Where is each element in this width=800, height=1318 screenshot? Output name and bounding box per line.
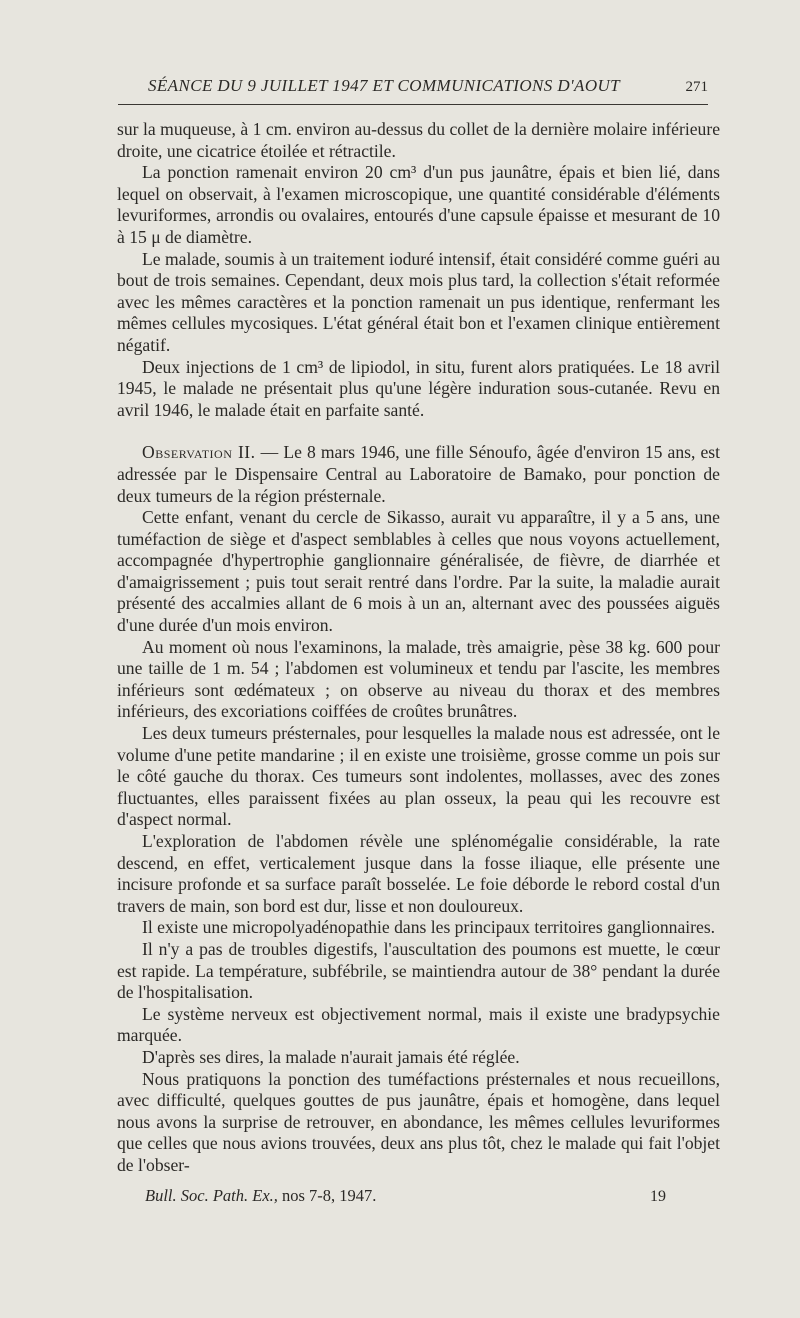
paragraph: D'après ses dires, la malade n'aurait jamais été réglée. <box>142 1046 520 1067</box>
signature-mark: 19 <box>650 1188 666 1205</box>
observation-paragraph <box>117 442 720 507</box>
page-number: 271 <box>685 79 708 95</box>
paragraph: Deux injections de 1 cm³ de lipiodol, in situ, furent alors pratiquées. Le 18 avril 1945, le malade ne présentait plus qu'une légère induration sous-cutanée. Revu en avril 1946, le malade était en parfaite santé. <box>117 356 720 420</box>
paragraph: L'exploration de l'abdomen révèle une splénomégalie considérable, la rate descend, en effet, verticalement jusque dans la fosse iliaque, elle présente une incisure profonde et sa surface paraît bosselée. Le foie déborde le rebord costal d'un travers de main, son bord est dur, lisse et non douloureux. <box>117 831 720 916</box>
paragraph: Le malade, soumis à un traitement ioduré intensif, était considéré comme guéri au bout de trois semaines. Cependant, deux mois plus tard, la collection s'était reformée avec les mêmes caractères et la ponction ramenait un pus identique, renfermant les mêmes cellules mycosiques. L'état général était bon et l'examen clinique entièrement négatif. <box>117 248 720 355</box>
paragraph: sur la muqueuse, à 1 cm. environ au-dessus du collet de la dernière molaire inférieure droite, une cicatrice étoilée et rétractile. <box>117 119 720 161</box>
paragraph: Au moment où nous l'examinons, la malade, très amaigrie, pèse 38 kg. 600 pour une taille de 1 m. 54 ; l'abdomen est volumineux et tendu par l'ascite, les membres inférieurs sont œdémateux ; on observe au niveau du thorax et des membres inférieurs, des excoriations coiffées de croûtes brunâtres. <box>117 636 720 722</box>
paragraph: Le système nerveux est objectivement normal, mais il existe une bradypsychie marquée. <box>117 1003 720 1046</box>
footer-citation <box>145 1186 376 1206</box>
paragraph: Il n'y a pas de troubles digestifs, l'auscultation des poumons est muette, le cœur est rapide. La température, subfébrile, se maintiendra autour de 38° pendant la durée de l'hospitalisation. <box>117 938 720 1003</box>
body-text <box>117 119 720 1177</box>
running-title: SÉANCE DU 9 JUILLET 1947 ET COMMUNICATIONS D'AOUT <box>148 76 621 95</box>
observation-heading: Observation II. <box>142 442 256 463</box>
citation-journal: Bull. Soc. Path. Ex., <box>145 1186 278 1205</box>
paragraph: Nous pratiquons la ponction des tuméfactions présternales et nous recueillons, avec difficulté, quelques gouttes de pus jaunâtre, épais et homogène, dans lequel nous avons la surprise de retrouver, en abondance, les mêmes cellules levuriformes que celles que nous avions trouvées, deux ans plus tôt, chez le malade qui fait l'objet de l'obser- <box>117 1068 720 1175</box>
observation-text: — Le 8 mars 1946, une fille Sénoufo, âgée d'environ 15 ans, est adressée par le Dispensaire Central au Laboratoire de Bamako, pour ponction de deux tumeurs de la région présternale. <box>117 442 721 506</box>
page-header <box>118 74 708 105</box>
paragraph: Les deux tumeurs présternales, pour lesquelles la malade nous est adressée, ont le volume d'une petite mandarine ; il en existe une troisième, grosse comme un pois sur le côté gauche du thorax. Ces tumeurs sont indolentes, mollasses, avec des zones fluctuantes, elles paraissent fixées au plan osseux, la peau qui les recouvre est d'aspect normal. <box>117 723 720 830</box>
paragraph: Il existe une micropolyadénopathie dans les principaux territoires ganglionnaires. <box>142 917 716 938</box>
citation-issue: nos 7-8, 1947. <box>277 1186 377 1205</box>
paragraph: Cette enfant, venant du cercle de Sikasso, aurait vu apparaître, il y a 5 ans, une tuméfaction de siège et d'aspect semblables à celles que nous voyons actuellement, accompagnée d'hypertrophie ganglionnaire généralisée, de fièvre, de diarrhée et d'amaigrissement ; puis tout serait rentré dans l'ordre. Par la suite, la maladie aurait présenté des accalmies allant de 6 mois à un an, alternant avec des poussées aiguës d'une durée d'un mois environ. <box>117 507 720 636</box>
paragraph: La ponction ramenait environ 20 cm³ d'un pus jaunâtre, épais et bien lié, dans lequel on observait, à l'examen microscopique, une quantité considérable d'éléments levuriformes, arrondis ou ovalaires, entourés d'une capsule épaisse et mesurant de 10 à 15 μ de diamètre. <box>117 162 720 247</box>
